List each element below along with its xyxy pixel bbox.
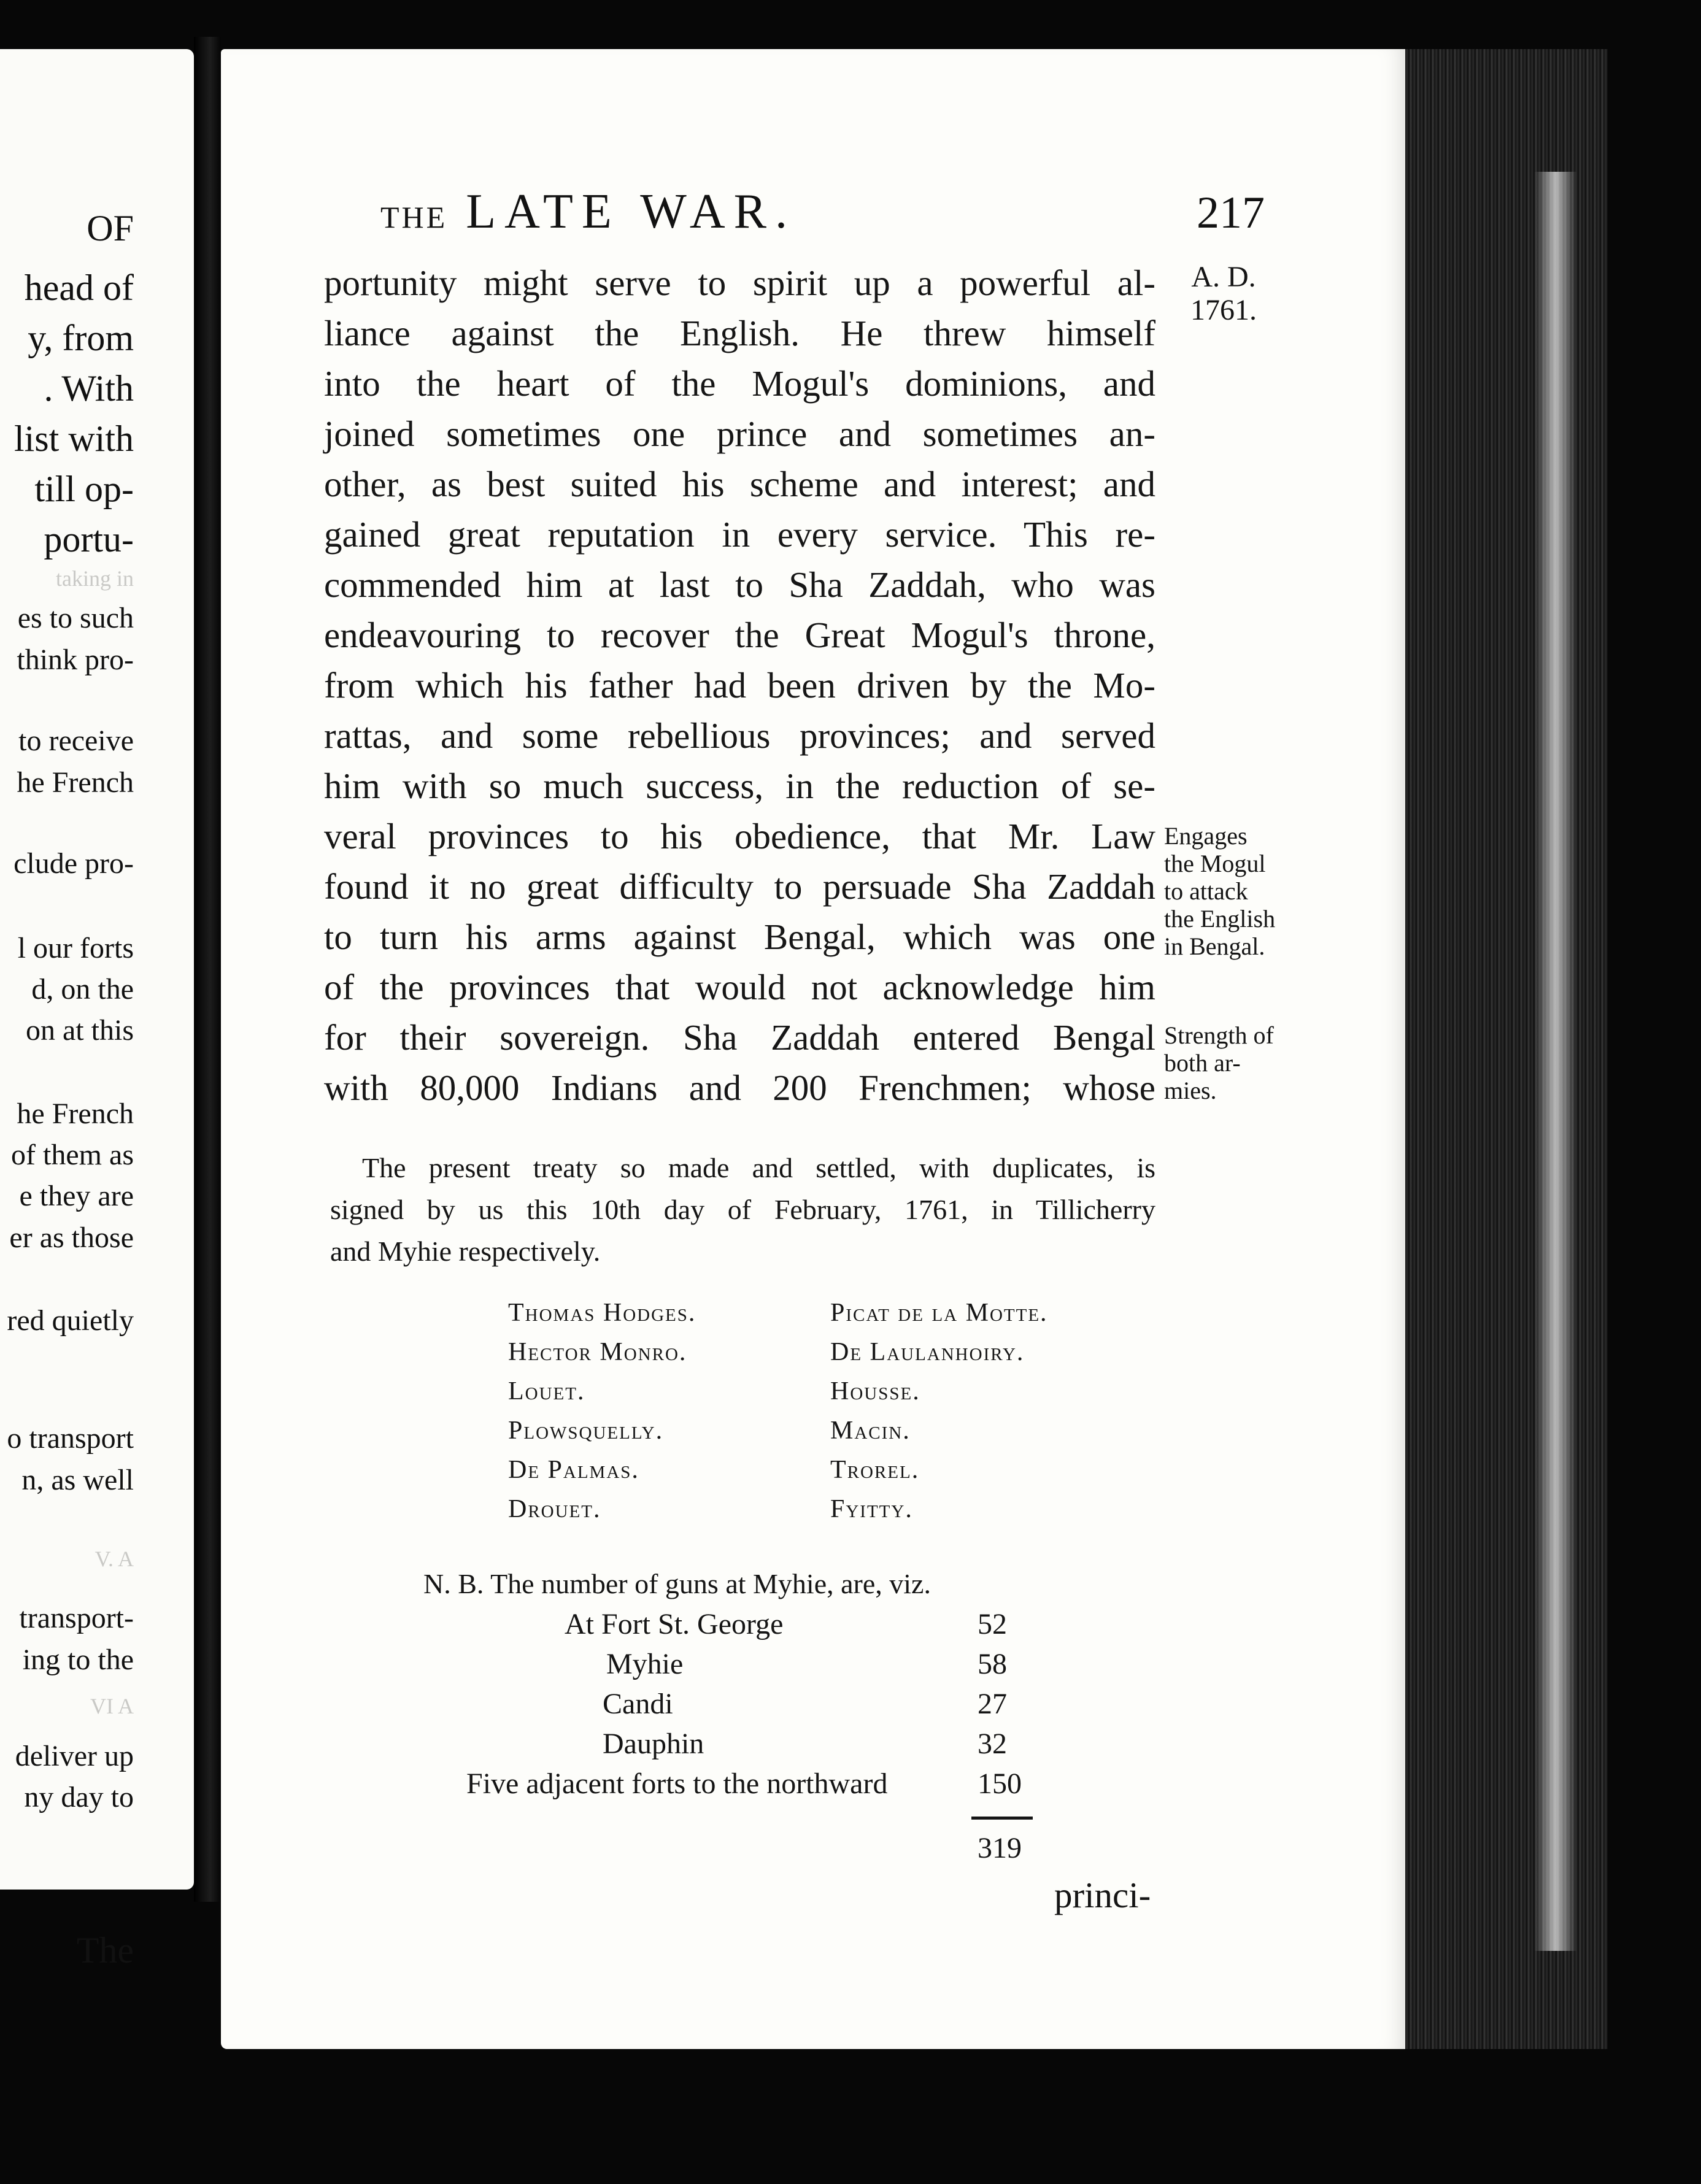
body-line: portunity might serve to spirit up a powerful al- (324, 263, 1155, 303)
left-fragment: . With (44, 368, 134, 409)
left-fragment: er as those (9, 1221, 134, 1254)
left-fragment: portu- (44, 519, 134, 559)
left-fragment: red quietly (7, 1304, 134, 1337)
body-line: to turn his arms against Bengal, which was one (324, 917, 1155, 957)
signature-row (508, 1450, 1048, 1490)
left-fragment: l our forts (17, 932, 134, 964)
body-line: veral provinces to his obedience, that Mr. Law (324, 816, 1155, 856)
left-fragment: head of (24, 267, 134, 308)
left-fragment: to receive (18, 725, 134, 757)
margin-year-value: 1761. (1190, 294, 1257, 326)
left-fragment: clude pro- (14, 847, 134, 880)
signature-row (508, 1490, 1048, 1529)
left-fragment: till op- (34, 469, 134, 509)
left-fragment: he French (17, 1098, 134, 1130)
left-fragment: deliver up (15, 1740, 134, 1772)
left-fragment: ny day to (24, 1781, 134, 1813)
running-head-title: LATE WAR. (466, 185, 796, 239)
body-line: liance against the English. He threw himself (324, 313, 1155, 353)
running-head-the: THE (380, 200, 448, 234)
left-fragment: OF (87, 208, 134, 248)
margin-note-line: in Bengal. (1164, 932, 1265, 960)
left-fragment: ing to the (22, 1644, 134, 1676)
left-fragment: taking in (56, 566, 134, 591)
signature-row (508, 1411, 1048, 1450)
guns-total: 319 (978, 1832, 1022, 1864)
gun-row-label: At Fort St. George (565, 1608, 784, 1640)
gun-row-value: 52 (978, 1608, 1007, 1640)
signature-french: Picat de la Motte. (830, 1299, 1048, 1327)
gun-row-value: 150 (978, 1767, 1022, 1800)
treaty-line: The present treaty so made and settled, with duplicates, is (362, 1152, 1155, 1183)
signature-english: Drouet. (508, 1495, 601, 1523)
left-fragment: transport- (19, 1602, 134, 1634)
margin-note-line: the Mogul (1164, 850, 1266, 877)
body-line: rattas, and some rebellious provinces; and served (324, 715, 1155, 756)
body-text (324, 258, 1155, 1113)
gun-row-value: 58 (978, 1648, 1007, 1680)
signature-row (508, 1332, 1048, 1372)
left-fragment: d, on the (31, 973, 134, 1005)
body-line: him with so much success, in the reduction of se- (324, 766, 1155, 806)
left-fragment: The (76, 1930, 134, 1971)
signature-french: Trorel. (830, 1456, 920, 1484)
margin-note-line: Strength of (1164, 1021, 1274, 1049)
margin-note-line: to attack (1164, 877, 1248, 905)
signature-row (508, 1293, 1048, 1332)
margin-year (1181, 261, 1267, 327)
margin-note-line: the English (1164, 905, 1276, 932)
body-line: other, as best suited his scheme and interest; and (324, 464, 1155, 504)
signature-french: Housse. (830, 1377, 920, 1405)
signature-row (508, 1372, 1048, 1411)
previous-page-fragment (0, 49, 194, 1971)
body-line: with 80,000 Indians and 200 Frenchmen; whose (324, 1067, 1155, 1108)
signature-english: De Palmas. (508, 1456, 639, 1484)
treaty-line: signed by us this 10th day of February, 1761, in Tillicherry (330, 1194, 1155, 1225)
gun-row-label: Five adjacent forts to the northward (466, 1767, 888, 1800)
left-fragment: es to such (17, 602, 134, 634)
gun-row-value: 32 (978, 1728, 1007, 1760)
gun-row-label: Candi (603, 1688, 673, 1720)
body-line: joined sometimes one prince and sometimes an- (324, 413, 1155, 454)
left-fragment: list with (14, 418, 134, 459)
margin-note-engages (1164, 822, 1275, 960)
signature-english: Thomas Hodges. (508, 1299, 696, 1327)
signatures (508, 1293, 1048, 1529)
left-fragment: V. A (94, 1547, 134, 1571)
catchword: princi- (1054, 1875, 1151, 1915)
body-line: of the provinces that would not acknowledge him (324, 967, 1155, 1007)
body-line: gained great reputation in every service. This re- (324, 514, 1155, 555)
running-head (380, 184, 796, 240)
margin-note-line: both ar- (1164, 1049, 1241, 1077)
sum-rule (971, 1817, 1033, 1820)
margin-note-strength (1164, 1021, 1274, 1104)
left-fragment: e they are (19, 1180, 134, 1212)
treaty-line: and Myhie respectively. (330, 1236, 601, 1267)
margin-note-line: Engages (1164, 822, 1248, 850)
book-fore-edge (1405, 49, 1608, 2049)
signature-french: Macin. (830, 1417, 911, 1445)
signature-english: Plowsquelly. (508, 1417, 664, 1445)
body-line: for their sovereign. Sha Zaddah entered Bengal (324, 1017, 1155, 1058)
body-line: endeavouring to recover the Great Mogul's throne, (324, 615, 1155, 655)
treaty-paragraph (330, 1147, 1155, 1272)
left-fragment: o transport (7, 1422, 134, 1455)
left-fragment: on at this (26, 1014, 134, 1047)
signature-french: De Laulanhoiry. (830, 1338, 1025, 1366)
signature-english: Hector Monro. (508, 1338, 687, 1366)
left-fragment: he French (17, 766, 134, 799)
left-fragment: n, as well (21, 1464, 134, 1496)
signature-french: Fyitty. (830, 1495, 913, 1523)
body-line: found it no great difficulty to persuade Sha Zaddah (324, 866, 1155, 907)
margin-note-line: mies. (1164, 1077, 1217, 1104)
body-line: commended him at last to Sha Zaddah, who was (324, 564, 1155, 605)
left-fragment: VI A (90, 1694, 134, 1718)
gun-row-label: Dauphin (603, 1728, 704, 1760)
margin-year-ad: A. D. (1191, 261, 1256, 293)
body-line: into the heart of the Mogul's dominions, and (324, 363, 1155, 404)
guns-heading: N. B. The number of guns at Myhie, are, viz. (423, 1568, 931, 1599)
book-gutter (194, 37, 221, 1902)
body-line: from which his father had been driven by the Mo- (324, 665, 1155, 706)
left-fragment: y, from (28, 318, 134, 358)
gun-row-label: Myhie (606, 1648, 684, 1680)
signature-english: Louet. (508, 1377, 585, 1405)
left-fragment: think pro- (17, 644, 134, 676)
page-number: 217 (1197, 188, 1265, 238)
gun-row-value: 27 (978, 1688, 1007, 1720)
left-fragment: of them as (11, 1139, 134, 1171)
